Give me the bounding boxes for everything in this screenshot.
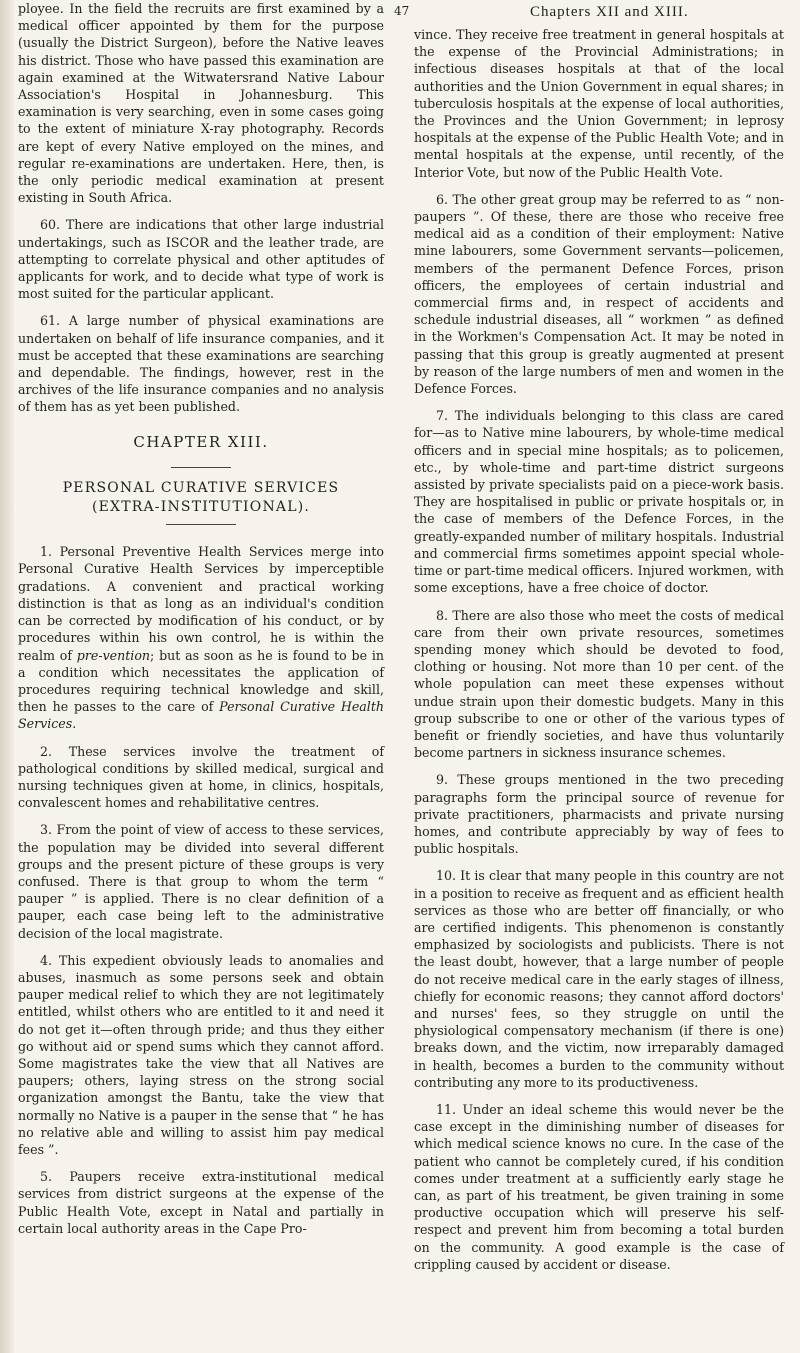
paragraph-61: 61. A large number of physical examinations are undertaken on behalf of life insurance companies, and it must be accepted that these examinations are searching and dependable. The findings, however, rest in the archives of the life insurance companies and no analysis of them has as yet been published. <box>18 313 384 415</box>
paragraph-1-part-c: ; but as soon as he is found to be in a condition which necessitates the application of procedures requiring technical knowledge and skill, then he passes to the care of <box>18 647 384 715</box>
paragraph-employee: ployee. In the field the recruits are first examined by a medical officer appointed by them for the purpose (usually the District Surgeon), before the Native leaves his district. Those who have passed this examination are again examined at the Witwatersrand Native Labour Association's Hospital in Johannesburg. This examination is very searching, even in some cases going to the extent of miniature X-ray photography. Records are kept of every Native employed on the mines, and regular re-examinations are undertaken. Here, then, is the only periodic medical examination at present existing in South Africa. <box>18 1 384 206</box>
paragraph-6: 6. The other great group may be referred to as “ non-paupers ”. Of these, there are those who receive free medical aid as a condition of their employment: Native mine labourers, some Government servants—policemen, members of the permanent Defence Forces, prison officers, the employees of certain industrial and commercial firms and, in respect of accidents and schedule industrial diseases, all “ workmen ” as defined in the Workmen's Compensation Act. It may be noted in passing that this group is greatly augmented at present by reason of the large numbers of men and women in the Defence Forces. <box>414 191 784 397</box>
page-number: 47 <box>394 4 410 18</box>
running-head: Chapters XII and XIII. <box>530 4 689 20</box>
chapter-heading: CHAPTER XIII. <box>133 432 269 451</box>
paragraph-1 <box>18 543 384 732</box>
paragraph-3: 3. From the point of view of access to these services, the population may be divided into several different groups and the present picture of these groups is very confused. There is that group to whom the term “ pauper ” is applied. There is no clear definition of a pauper, each case being left to the administrative decision of the local magistrate. <box>18 822 384 941</box>
paragraph-9: 9. These groups mentioned in the two preceding paragraphs form the principal source of revenue for private practitioners, pharmacists and private nursing homes, and contribute appreciably by way of fees to public hospitals. <box>414 772 784 857</box>
paragraph-1-italic-services: Personal Curative Health Services. <box>18 699 385 732</box>
section-title: PERSONAL CURATIVE SERVICES <box>62 479 340 496</box>
paragraph-11: 11. Under an ideal scheme this would never be the case except in the diminishing number of diseases for which medical science knows no cure. In the case of the patient who cannot be completely cured, if his condition comes under treatment at a sufficiently early stage he can, as part of his treatment, be given training in some productive occupation which will preserve his self-respect and prevent him from becoming a total burden on the community. A good example is the case of crippling caused by accident or disease. <box>414 1101 784 1272</box>
section-subtitle: (EXTRA-INSTITUTIONAL). <box>91 499 311 516</box>
paragraph-10: 10. It is clear that many people in this country are not in a position to receive as frequent and as efficient health services as those who are better off financially, or who are certified indigents. This phenomenon is constantly emphasized by sociologists and publicists. There is not the least doubt, however, that a large number of people do not receive medical care in the early stages of illness, chiefly for economic reasons; they cannot afford doctors' and nurses' fees, so they struggle on until the physiological compensatory mechanism (if there is one) breaks down, and the victim, now irreparably damaged in health, becomes a burden to the community without contributing any more to its productiveness. <box>414 868 784 1090</box>
section-rule <box>166 524 236 525</box>
chapter-rule <box>171 467 231 468</box>
paragraph-4: 4. This expedient obviously leads to anomalies and abuses, inasmuch as some persons seek and obtain pauper medical relief to which they are not legitimately entitled, whilst others who are entitled to it and need it do not get it—often through pride; and thus they either go without aid or spend sums which they cannot afford. Some magistrates take the view that all Natives are paupers; others, laying stress on the strong social organization amongst the Bantu, take the view that normally no Native is a pauper in the sense that “ he has no relative able and willing to assist him pay medical fees ”. <box>18 952 384 1157</box>
paragraph-1-part-a: 1. Personal Preventive Health Services merge into Personal Curative Health Services by imperceptible gradations. A convenient and practical working distinction is that as long as an individual's condition can be corrected by modification of his conduct, or by procedures within his own control, he is within the realm of <box>18 544 384 663</box>
left-column <box>18 0 384 1247</box>
paragraph-5: 5. Paupers receive extra-institutional medical services from district surgeons at the expense of the Public Health Vote, except in Natal and partially in certain local authority areas in the Cape Pro- <box>18 1169 384 1236</box>
right-column <box>414 26 784 1283</box>
paragraph-1-italic-prevention: pre-vention <box>76 647 151 663</box>
paragraph-vince: vince. They receive free treatment in general hospitals at the expense of the Provincial Administrations; in infectious diseases hospitals at that of the local authorities and the Union Government in equal shares; in tuberculosis hospitals at the expense of local authorities, the Provinces and the Union Government; in leprosy hospitals at the expense of the Public Health Vote; and in mental hospitals at the expense, until recently, of the Interior Vote, but now of the Public Health Vote. <box>414 27 784 180</box>
paragraph-60: 60. There are indications that other large industrial undertakings, such as ISCOR and the leather trade, are attempting to correlate physical and other aptitudes of applicants for work, and to decide what type of work is most suited for the particular applicant. <box>18 217 384 302</box>
page-binding-shadow <box>0 0 14 1353</box>
paragraph-2: 2. These services involve the treatment of pathological conditions by skilled medical, surgical and nursing techniques given at home, in clinics, hospitals, convalescent homes and rehabilitative centres. <box>18 743 384 811</box>
paragraph-8: 8. There are also those who meet the costs of medical care from their own private resources, sometimes spending money which should be devoted to food, clothing or housing. Not more than 10 per cent. of the whole population can meet these expenses without undue strain upon their domestic budgets. Many in this group subscribe to one or other of the various types of benefit or friendly societies, and have thus voluntarily become partners in sickness insurance schemes. <box>414 607 784 761</box>
paragraph-7: 7. The individuals belonging to this class are cared for—as to Native mine labourers, by whole-time medical officers and in special mine hospitals; as to policemen, etc., by whole-time and part-time district surgeons assisted by private specialists paid on a piece-work basis. They are hospitalised in public or private hospitals or, in the case of members of the Defence Forces, in the greatly-expanded number of military hospitals. Industrial and commercial firms sometimes appoint special whole-time or part-time medical officers. Injured workmen, with some exceptions, have a free choice of doctor. <box>414 408 784 596</box>
